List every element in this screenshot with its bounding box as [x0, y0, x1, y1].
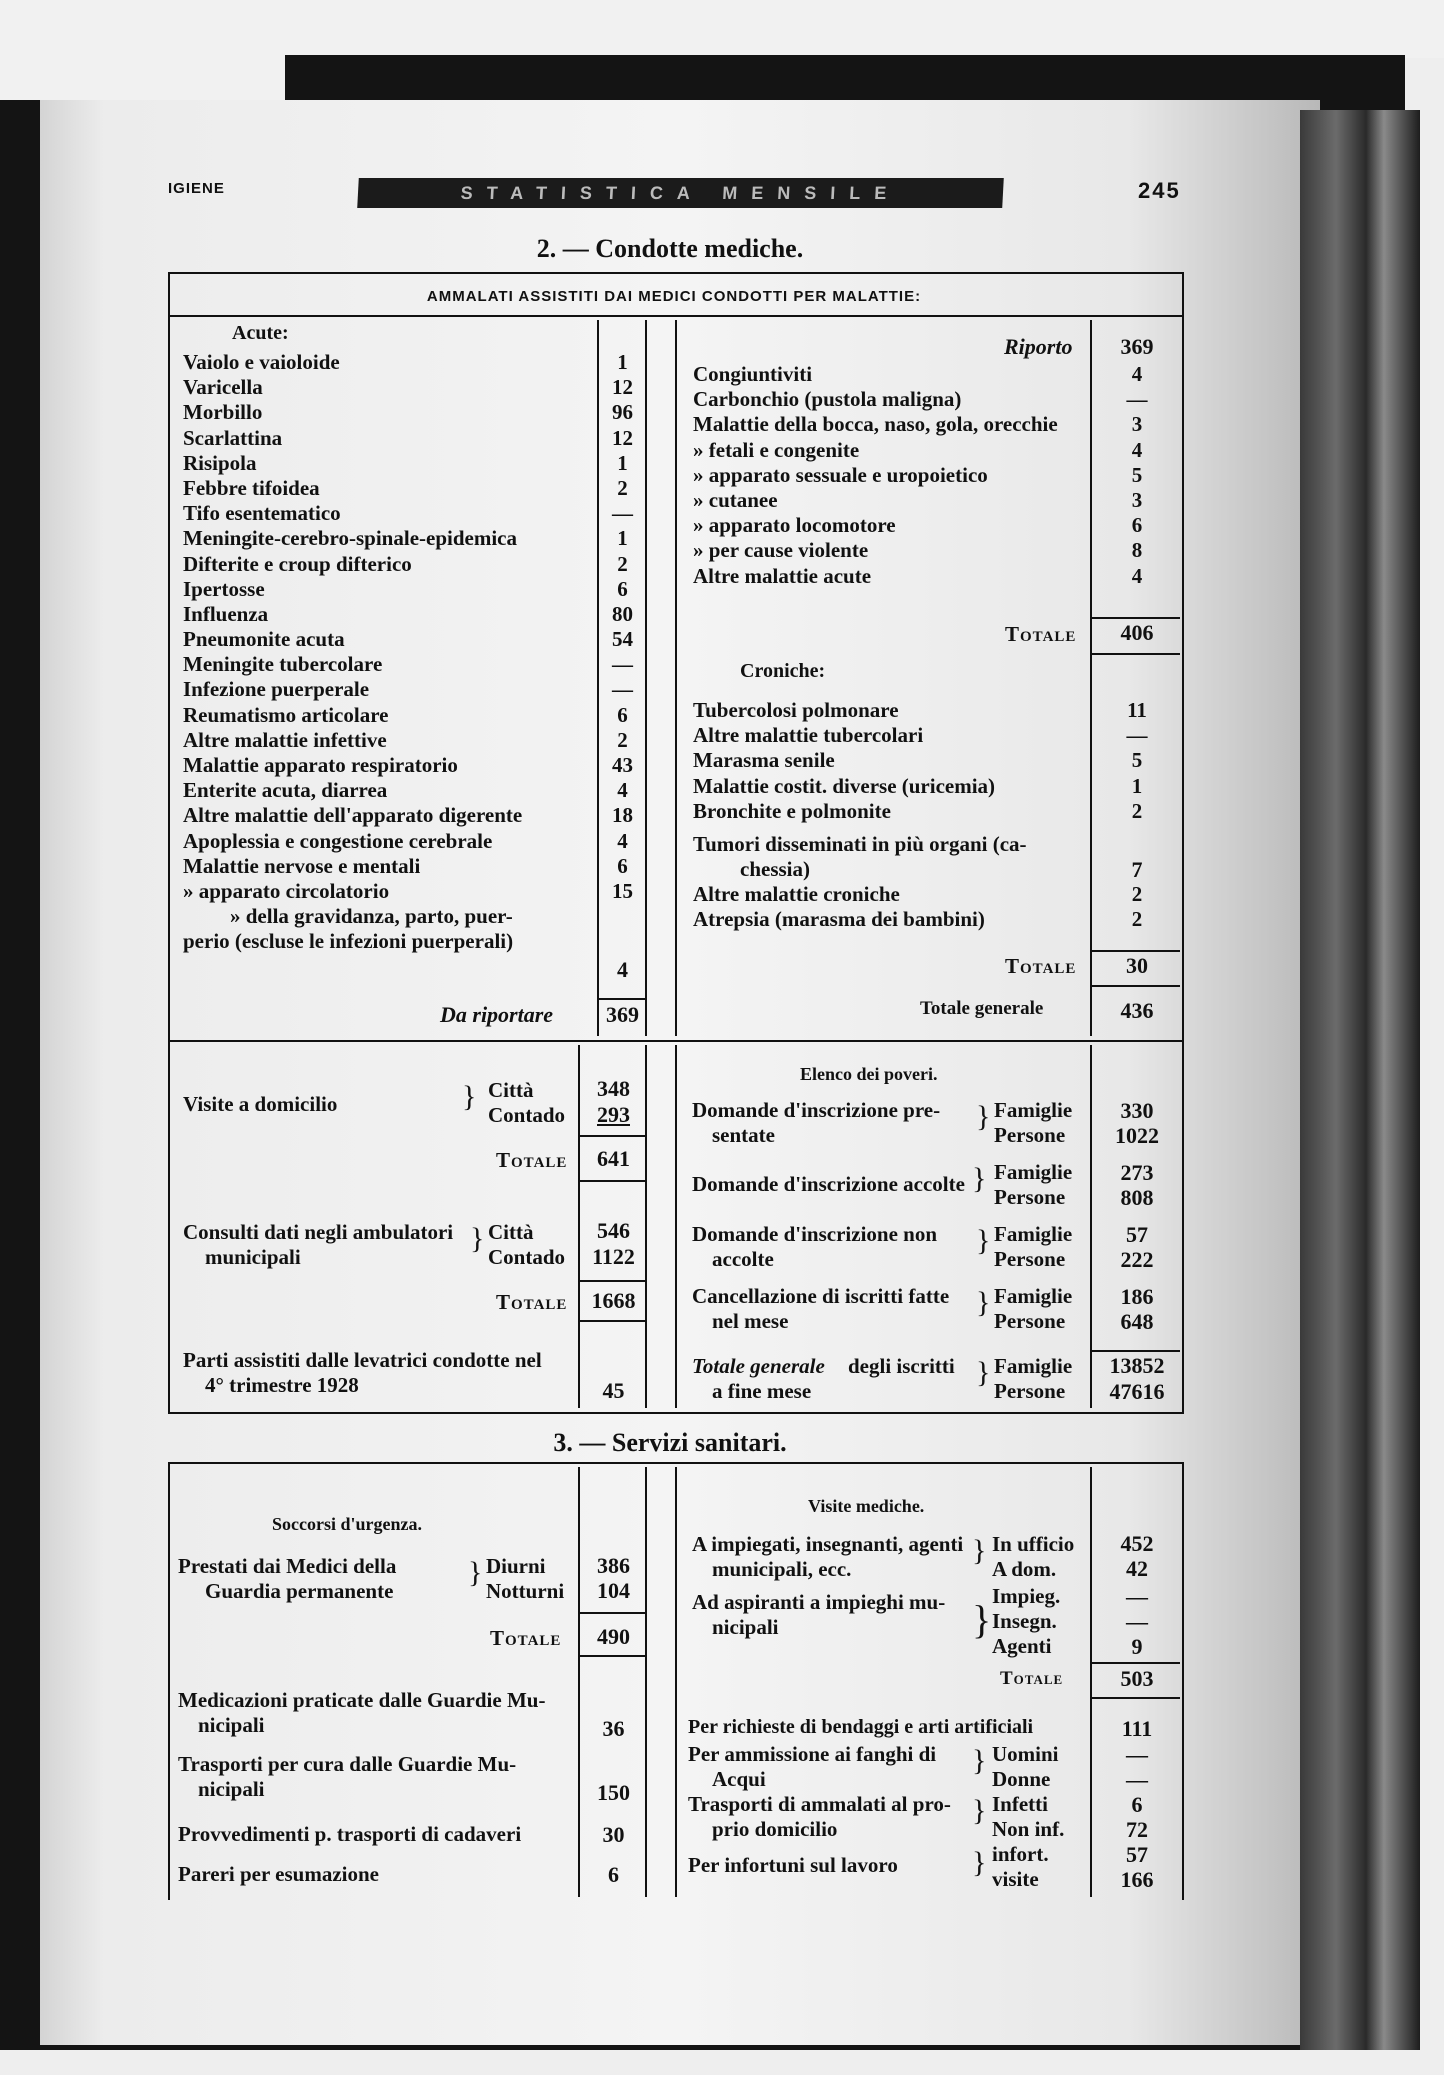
consulti-line1: Consulti dati negli ambulatori	[183, 1220, 454, 1244]
croniche-total-value: 30	[1126, 953, 1148, 978]
poveri-famiglie-label: Famiglie	[994, 1222, 1073, 1246]
riporto-label: Riporto	[1004, 334, 1073, 359]
notturni-value: 104	[597, 1578, 630, 1603]
provvedimenti-label: Provvedimenti p. trasporti di cadaveri	[178, 1822, 522, 1846]
poveri-famiglie-value: 273	[1120, 1160, 1154, 1185]
visite-domicilio-label: Visite a domicilio	[183, 1092, 338, 1116]
visite-citta-value: 348	[597, 1076, 630, 1101]
list-item	[183, 778, 643, 803]
item-value: 11	[1127, 698, 1147, 722]
acute-total-rule-top	[1090, 617, 1180, 619]
item-label: Enterite acuta, diarrea	[183, 778, 388, 803]
trasporti-ammalati-brace: }	[972, 1794, 987, 1827]
item-value: 2	[617, 551, 628, 576]
tumori-line1: Tumori disseminati in più organi (ca-	[693, 832, 1027, 856]
center-column-rule	[675, 320, 677, 1036]
infetti-value: 6	[1131, 1792, 1143, 1817]
list-item	[183, 552, 643, 577]
list-item	[183, 501, 643, 526]
soccorsi-total-rule-top	[580, 1612, 647, 1614]
section-2-title: 2. — Condotte mediche.	[536, 234, 804, 263]
acute-last-line2: perio (escluse le infezioni puerperali)	[183, 929, 514, 953]
diurni-value: 386	[597, 1553, 630, 1578]
impieg-value: —	[1126, 1584, 1148, 1609]
list-item	[693, 723, 1179, 748]
visite-brace: }	[462, 1080, 477, 1113]
item-value: 4	[617, 828, 628, 853]
croniche-after-list	[693, 882, 1179, 932]
fanghi-line1: Per ammissione ai fanghi di	[688, 1742, 937, 1766]
parti-line2: 4° trimestre 1928	[205, 1373, 359, 1397]
item-label: Carbonchio (pustola maligna)	[693, 387, 962, 412]
list-item	[693, 774, 1179, 799]
list-item	[693, 438, 1179, 463]
services-center-rule	[675, 1467, 677, 1897]
list-item	[183, 526, 643, 551]
list-item	[693, 564, 1179, 589]
list-item	[693, 387, 1179, 412]
impiegati-line1: A impiegati, insegnanti, agenti	[692, 1532, 964, 1556]
da-riportare-value: 369	[606, 1002, 639, 1027]
list-item	[693, 463, 1179, 488]
item-value: 12	[612, 375, 633, 400]
acute-total-value: 406	[1120, 620, 1154, 645]
item-label: Malattie nervose e mentali	[183, 853, 421, 878]
consulti-total-rule-top	[580, 1280, 647, 1282]
poveri-famiglie-label: Famiglie	[994, 1160, 1073, 1184]
item-value: 6	[617, 853, 628, 878]
da-riportare-rule	[597, 998, 647, 1000]
item-value: 12	[612, 425, 633, 450]
item-label: Bronchite e polmonite	[693, 798, 891, 823]
item-value: 8	[1131, 538, 1143, 563]
item-label: Malattie della bocca, naso, gola, orecchie	[693, 412, 1058, 437]
list-item	[183, 426, 643, 451]
croniche-total-label: Totale	[1005, 954, 1077, 978]
acute-last-line1: » della gravidanza, parto, puer-	[230, 904, 513, 928]
item-label: Risipola	[183, 450, 257, 475]
acute-heading: Acute:	[232, 322, 289, 344]
item-value: 96	[612, 400, 633, 425]
poveri-famiglie-value: 57	[1126, 1222, 1148, 1247]
services-col-rule-1	[578, 1467, 580, 1897]
soccorsi-total-label: Totale	[490, 1626, 562, 1650]
acute-last-value: 4	[617, 957, 628, 982]
acute-right-diseases-list	[693, 362, 1179, 589]
list-item	[183, 577, 643, 602]
item-label: Varicella	[183, 375, 263, 400]
item-label: Apoplessia e congestione cerebrale	[183, 828, 493, 853]
uomini-value: —	[1126, 1742, 1148, 1767]
poveri-row-line1: Domande d'inscrizione pre-	[692, 1098, 941, 1122]
impieg-label: Impieg.	[992, 1584, 1061, 1608]
provvedimenti-value: 30	[602, 1822, 625, 1847]
poveri-persone-label: Persone	[994, 1123, 1066, 1147]
poveri-row-line1: Domande d'inscrizione accolte	[692, 1172, 965, 1196]
agenti-label: Agenti	[992, 1634, 1052, 1658]
trasporti-value: 150	[597, 1780, 630, 1805]
aspiranti-brace: }	[972, 1597, 992, 1642]
item-value: 1	[1131, 773, 1143, 798]
item-value: 4	[1131, 362, 1143, 386]
visite-total-rule-bottom	[580, 1180, 647, 1182]
poveri-total-brace: }	[976, 1356, 991, 1389]
list-item	[183, 677, 643, 702]
list-item	[693, 698, 1179, 723]
visite-mediche-total-value: 503	[1120, 1666, 1154, 1691]
visite-mediche-total-rule-bottom	[1090, 1697, 1180, 1699]
medicazioni-line2: nicipali	[198, 1713, 265, 1737]
poveri-row-brace: }	[972, 1162, 987, 1195]
poveri-col-rule	[1090, 1045, 1092, 1408]
soccorsi-total-rule-bottom	[580, 1655, 647, 1657]
item-label: » cutanee	[693, 487, 778, 512]
item-value: —	[1126, 723, 1148, 748]
main-table-header-rule	[168, 315, 1182, 317]
poveri-row-line1: Domande d'inscrizione non	[692, 1222, 938, 1246]
poveri-total-rule	[1090, 1350, 1180, 1352]
item-value: 2	[1131, 882, 1143, 906]
bendaggi-label: Per richieste di bendaggi e arti artificiali	[688, 1716, 1034, 1738]
item-value: 43	[612, 753, 633, 777]
item-value: 6	[1131, 513, 1143, 538]
visite-citta-label: Città	[488, 1078, 534, 1102]
prestati-brace: }	[468, 1556, 483, 1589]
item-label: Altre malattie infettive	[183, 727, 387, 752]
infortuni-visite-value: 166	[1120, 1867, 1154, 1892]
item-label: » apparato sessuale e uropoietico	[693, 462, 988, 487]
non-infetti-value: 72	[1126, 1817, 1148, 1842]
item-label: » apparato circolatorio	[183, 878, 390, 903]
poveri-famiglie-value: 186	[1120, 1284, 1154, 1309]
item-value: 1	[617, 450, 628, 475]
riporto-value: 369	[1120, 334, 1154, 359]
impiegati-brace: }	[972, 1534, 987, 1567]
poveri-heading: Elenco dei poveri.	[800, 1064, 938, 1084]
croniche-total-rule-top	[1090, 950, 1180, 952]
impiegati-line2: municipali, ecc.	[712, 1557, 852, 1581]
visite-total-value: 641	[597, 1146, 630, 1171]
consulti-line2: municipali	[205, 1245, 301, 1269]
acute-diseases-list	[183, 350, 643, 904]
aspiranti-line2: nicipali	[712, 1615, 779, 1639]
poveri-row-line2: accolte	[712, 1247, 774, 1271]
soccorsi-heading: Soccorsi d'urgenza.	[272, 1514, 422, 1534]
visite-center-rule	[675, 1045, 677, 1408]
item-value: 6	[617, 576, 628, 601]
item-label: Malattie apparato respiratorio	[183, 753, 458, 777]
in-ufficio-label: In ufficio	[992, 1532, 1075, 1556]
item-value: 80	[612, 601, 633, 626]
item-label: Malattie costit. diverse (uricemia)	[693, 773, 996, 798]
scan-white-tab	[0, 55, 285, 100]
poveri-row-brace: }	[976, 1286, 991, 1319]
bendaggi-value: 111	[1121, 1716, 1153, 1741]
visite-col-rule-1	[578, 1045, 580, 1408]
item-label: Pneumonite acuta	[183, 627, 345, 652]
list-item	[183, 451, 643, 476]
visite-mediche-heading: Visite mediche.	[808, 1496, 925, 1516]
item-label: Meningite tubercolare	[183, 652, 383, 677]
poveri-persone-label: Persone	[994, 1309, 1066, 1333]
item-value: 4	[617, 778, 628, 803]
services-col-rule-2	[645, 1467, 647, 1897]
item-label: Reumatismo articolare	[183, 702, 389, 727]
item-value: 5	[1131, 462, 1143, 487]
poveri-total-famiglie: 13852	[1109, 1353, 1165, 1378]
list-item	[693, 799, 1179, 824]
item-value: —	[612, 501, 633, 526]
item-value: 5	[1131, 748, 1143, 773]
list-item	[693, 412, 1179, 437]
diurni-label: Diurni	[486, 1554, 546, 1578]
consulti-total-value: 1668	[591, 1288, 636, 1313]
in-ufficio-value: 452	[1120, 1531, 1154, 1556]
fanghi-line2: Acqui	[712, 1767, 766, 1791]
donne-label: Donne	[992, 1767, 1051, 1791]
item-label: Influenza	[183, 601, 269, 626]
item-value: 2	[1131, 907, 1143, 932]
poveri-total-line2: a fine mese	[712, 1379, 812, 1403]
poveri-persone-value: 648	[1120, 1309, 1154, 1334]
poveri-persone-value: 1022	[1115, 1123, 1159, 1148]
medicazioni-value: 36	[602, 1716, 625, 1741]
page-number: 245	[1138, 178, 1181, 203]
item-label: Morbillo	[183, 400, 263, 425]
section-3-title: 3. — Servizi sanitari.	[553, 1428, 787, 1457]
visite-mediche-total-label: Totale	[1000, 1668, 1064, 1689]
item-label: Meningite-cerebro-spinale-epidemica	[183, 526, 517, 551]
item-label: Altre malattie dell'apparato digerente	[183, 803, 523, 828]
list-item	[183, 652, 643, 677]
list-item	[183, 375, 643, 400]
list-item	[183, 728, 643, 753]
item-label: Vaiolo e vaioloide	[183, 350, 340, 374]
poveri-row-brace: }	[976, 1100, 991, 1133]
list-item	[183, 400, 643, 425]
poveri-row-brace: }	[976, 1224, 991, 1257]
item-value: 3	[1131, 412, 1143, 437]
list-item	[183, 602, 643, 627]
da-riportare-label: Da riportare	[440, 1002, 554, 1027]
medicazioni-line1: Medicazioni praticate dalle Guardie Mu-	[178, 1688, 546, 1712]
item-value: 2	[1131, 798, 1143, 823]
poveri-total-line1a: Totale generale	[692, 1354, 825, 1378]
scan-background-top	[0, 0, 1444, 58]
insegn-value: —	[1126, 1609, 1148, 1634]
list-item	[693, 748, 1179, 773]
croniche-heading: Croniche:	[740, 660, 826, 682]
poveri-total-famiglie-label: Famiglie	[994, 1354, 1073, 1378]
donne-value: —	[1126, 1767, 1148, 1792]
trasporti-ammalati-line1: Trasporti di ammalati al pro-	[688, 1792, 951, 1816]
pareri-value: 6	[608, 1862, 619, 1887]
aspiranti-line1: Ad aspiranti a impieghi mu-	[692, 1590, 946, 1614]
prestati-line2: Guardia permanente	[205, 1579, 394, 1603]
insegn-label: Insegn.	[992, 1609, 1057, 1633]
list-item	[183, 703, 643, 728]
list-item	[693, 907, 1179, 932]
visite-contado-value: 293	[597, 1102, 630, 1127]
poveri-total-persone-label: Persone	[994, 1379, 1066, 1403]
list-item	[693, 538, 1179, 563]
item-label: Altre malattie croniche	[693, 882, 900, 906]
item-label: Infezione puerperale	[183, 677, 370, 702]
item-label: Marasma senile	[693, 748, 835, 773]
infort-label: infort.	[992, 1842, 1049, 1866]
infortuni-label: Per infortuni sul lavoro	[688, 1853, 898, 1877]
item-value: 4	[1131, 437, 1143, 462]
consulti-citta-value: 546	[597, 1218, 630, 1243]
list-item	[183, 829, 643, 854]
item-label: Scarlattina	[183, 425, 283, 450]
item-value: 2	[617, 727, 628, 752]
left-value-column-rule-2	[645, 320, 647, 1036]
consulti-contado-label: Contado	[488, 1245, 566, 1269]
item-value: 4	[1131, 563, 1143, 588]
list-item	[183, 627, 643, 652]
parti-line1: Parti assistiti dalle levatrici condotte nel	[183, 1348, 542, 1372]
list-item	[183, 350, 643, 375]
item-label: Ipertosse	[183, 576, 265, 601]
consulti-total-label: Totale	[496, 1290, 568, 1314]
pareri-label: Pareri per esumazione	[178, 1862, 380, 1886]
tumori-line2: chessia)	[740, 857, 810, 881]
consulti-brace: }	[470, 1222, 485, 1255]
poveri-famiglie-value: 330	[1120, 1098, 1154, 1123]
item-value: 54	[612, 627, 633, 652]
acute-total-label: Totale	[1005, 622, 1077, 646]
acute-total-rule-bottom	[1090, 653, 1180, 655]
item-label: Tifo esentematico	[183, 501, 341, 526]
list-item	[693, 513, 1179, 538]
poveri-persone-label: Persone	[994, 1247, 1066, 1271]
infort-value: 57	[1126, 1842, 1148, 1867]
totale-generale-label: Totale generale	[920, 998, 1044, 1019]
item-label: Altre malattie acute	[693, 563, 872, 588]
visite-total-label: Totale	[496, 1148, 568, 1172]
main-table-heading: AMMALATI ASSISTITI DAI MEDICI CONDOTTI PER MALATTIE:	[426, 288, 922, 305]
poveri-famiglie-label: Famiglie	[994, 1284, 1073, 1308]
item-value: 1	[617, 350, 628, 374]
visite-contado-label: Contado	[488, 1103, 566, 1127]
list-item	[693, 362, 1179, 387]
list-item	[183, 879, 643, 904]
uomini-label: Uomini	[992, 1742, 1059, 1766]
item-label: Febbre tifoidea	[183, 475, 320, 500]
poveri-famiglie-label: Famiglie	[994, 1098, 1073, 1122]
header-left-title: IGIENE	[168, 180, 225, 197]
item-value: 2	[617, 475, 628, 500]
visite-mediche-total-rule-top	[1090, 1662, 1180, 1664]
poveri-total-persone: 47616	[1109, 1379, 1165, 1404]
item-value: 6	[617, 702, 628, 727]
item-label: Altre malattie tubercolari	[693, 723, 924, 748]
item-value: 15	[612, 878, 633, 903]
services-right-col-rule	[1090, 1467, 1092, 1897]
list-item	[693, 882, 1179, 907]
infortuni-visite-label: visite	[992, 1867, 1039, 1891]
item-label: Difterite e croup difterico	[183, 551, 412, 576]
non-infetti-label: Non inf.	[992, 1817, 1065, 1841]
item-label: » fetali e congenite	[693, 437, 860, 462]
poveri-persone-value: 222	[1120, 1247, 1154, 1272]
infetti-label: Infetti	[992, 1792, 1048, 1816]
poveri-total-line1b: degli iscritti	[848, 1354, 955, 1378]
tumori-value: 7	[1131, 857, 1143, 882]
item-label: Congiuntiviti	[693, 362, 813, 386]
list-item	[183, 753, 643, 778]
list-item	[183, 854, 643, 879]
a-dom-label: A dom.	[992, 1557, 1057, 1581]
notturni-label: Notturni	[486, 1579, 565, 1603]
totale-generale-value: 436	[1120, 998, 1154, 1023]
poveri-persone-label: Persone	[994, 1185, 1066, 1209]
item-label: » per cause violente	[693, 538, 869, 563]
infortuni-brace: }	[972, 1846, 987, 1879]
soccorsi-total-value: 490	[597, 1624, 630, 1649]
list-item	[183, 803, 643, 828]
agenti-value: 9	[1131, 1634, 1143, 1659]
header-band: STATISTICA MENSILE	[357, 178, 1004, 208]
item-label: Atrepsia (marasma dei bambini)	[693, 907, 985, 932]
list-item	[693, 488, 1179, 513]
item-label: Tubercolosi polmonare	[693, 698, 899, 722]
item-value: 3	[1131, 487, 1143, 512]
visite-col-rule-2	[645, 1045, 647, 1408]
parti-value: 45	[602, 1378, 625, 1403]
page-edge-shadow	[1300, 110, 1420, 2050]
poveri-row-line1: Cancellazione di iscritti fatte	[692, 1284, 950, 1308]
item-value: 1	[617, 526, 628, 551]
prestati-line1: Prestati dai Medici della	[178, 1554, 397, 1578]
a-dom-value: 42	[1126, 1556, 1148, 1581]
visite-total-rule-top	[580, 1135, 647, 1137]
croniche-diseases-list	[693, 698, 1179, 824]
poveri-row-line2: nel mese	[712, 1309, 789, 1333]
consulti-citta-label: Città	[488, 1220, 534, 1244]
croniche-total-rule-bottom	[1090, 985, 1180, 987]
trasporti-line1: Trasporti per cura dalle Guardie Mu-	[178, 1752, 517, 1776]
poveri-row-line2: sentate	[712, 1123, 775, 1147]
consulti-contado-value: 1122	[592, 1244, 635, 1269]
trasporti-ammalati-line2: prio domicilio	[712, 1817, 838, 1841]
item-value: 18	[612, 803, 633, 828]
fanghi-brace: }	[972, 1744, 987, 1777]
list-item	[183, 476, 643, 501]
poveri-persone-value: 808	[1120, 1185, 1154, 1210]
item-value: —	[1126, 387, 1148, 412]
item-label: » apparato locomotore	[693, 513, 896, 538]
consulti-total-rule-bottom	[580, 1320, 647, 1322]
trasporti-line2: nicipali	[198, 1777, 265, 1801]
item-value: —	[612, 677, 633, 702]
item-value: —	[612, 652, 633, 677]
